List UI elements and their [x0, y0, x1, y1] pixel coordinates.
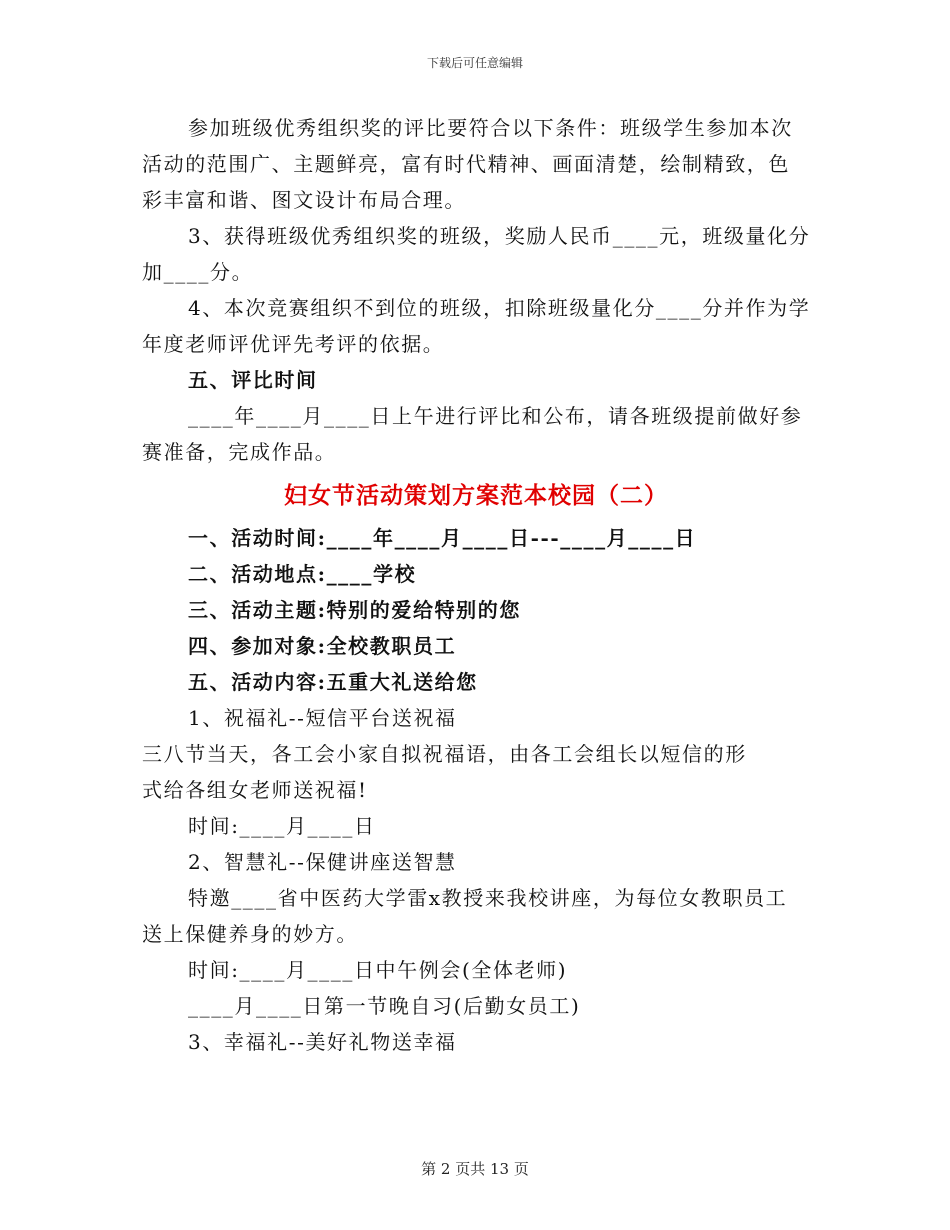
paragraph-line: 式给各组女老师送祝福! [142, 778, 368, 802]
paragraph-line: 二、活动地点:____学校 [188, 562, 417, 586]
section-title: 妇女节活动策划方案范本校园（二） [284, 482, 668, 509]
paragraph-line: 加____分。 [142, 260, 254, 284]
paragraph-line: 特邀____省中医药大学雷x教授来我校讲座，为每位女教职员工 [188, 886, 788, 910]
paragraph-line: 时间:____月____日中午例会(全体老师) [188, 958, 568, 982]
paragraph-line: 五、评比时间 [188, 368, 318, 392]
section-top [142, 110, 810, 470]
paragraph-line: 1、祝福礼--短信平台送祝福 [188, 706, 457, 730]
paragraph-line: 时间:____月____日 [188, 814, 376, 838]
paragraph-line: 2、智慧礼--保健讲座送智慧 [188, 850, 457, 874]
paragraph-line: 三八节当天，各工会小家自拟祝福语，由各工会组长以短信的形 [142, 742, 747, 766]
paragraph-line: 一、活动时间:____年____月____日---____月____日 [188, 526, 697, 550]
page-footer: 第 2 页共 13 页 [421, 1160, 529, 1178]
paragraph-line: 三、活动主题:特别的爱给特别的您 [188, 598, 521, 622]
paragraph-line: ____年____月____日上午进行评比和公布，请各班级提前做好参 [188, 404, 803, 428]
page-header: 下载后可任意编辑 [426, 56, 523, 70]
paragraph-line: 赛准备，完成作品。 [142, 440, 337, 464]
paragraph-line: 年度老师评优评先考评的依据。 [142, 332, 445, 356]
paragraph-line: 送上保健养身的妙方。 [142, 922, 358, 946]
paragraph-line: 彩丰富和谐、图文设计布局合理。 [142, 188, 466, 212]
paragraph-line: ____月____日第一节晚自习(后勤女员工) [188, 994, 581, 1018]
paragraph-line: 3、幸福礼--美好礼物送幸福 [188, 1030, 457, 1054]
paragraph-line: 4、本次竞赛组织不到位的班级，扣除班级量化分____分并作为学 [188, 296, 811, 320]
section-bottom [142, 520, 810, 1060]
page-content [142, 110, 810, 1060]
paragraph-line: 3、获得班级优秀组织奖的班级，奖励人民币____元，班级量化分 [188, 224, 811, 248]
paragraph-line: 活动的范围广、主题鲜亮，富有时代精神、画面清楚，绘制精致，色 [142, 152, 790, 176]
paragraph-line: 参加班级优秀组织奖的评比要符合以下条件：班级学生参加本次 [188, 116, 793, 140]
paragraph-line: 四、参加对象:全校教职员工 [188, 634, 457, 658]
paragraph-line: 五、活动内容:五重大礼送给您 [188, 670, 478, 694]
